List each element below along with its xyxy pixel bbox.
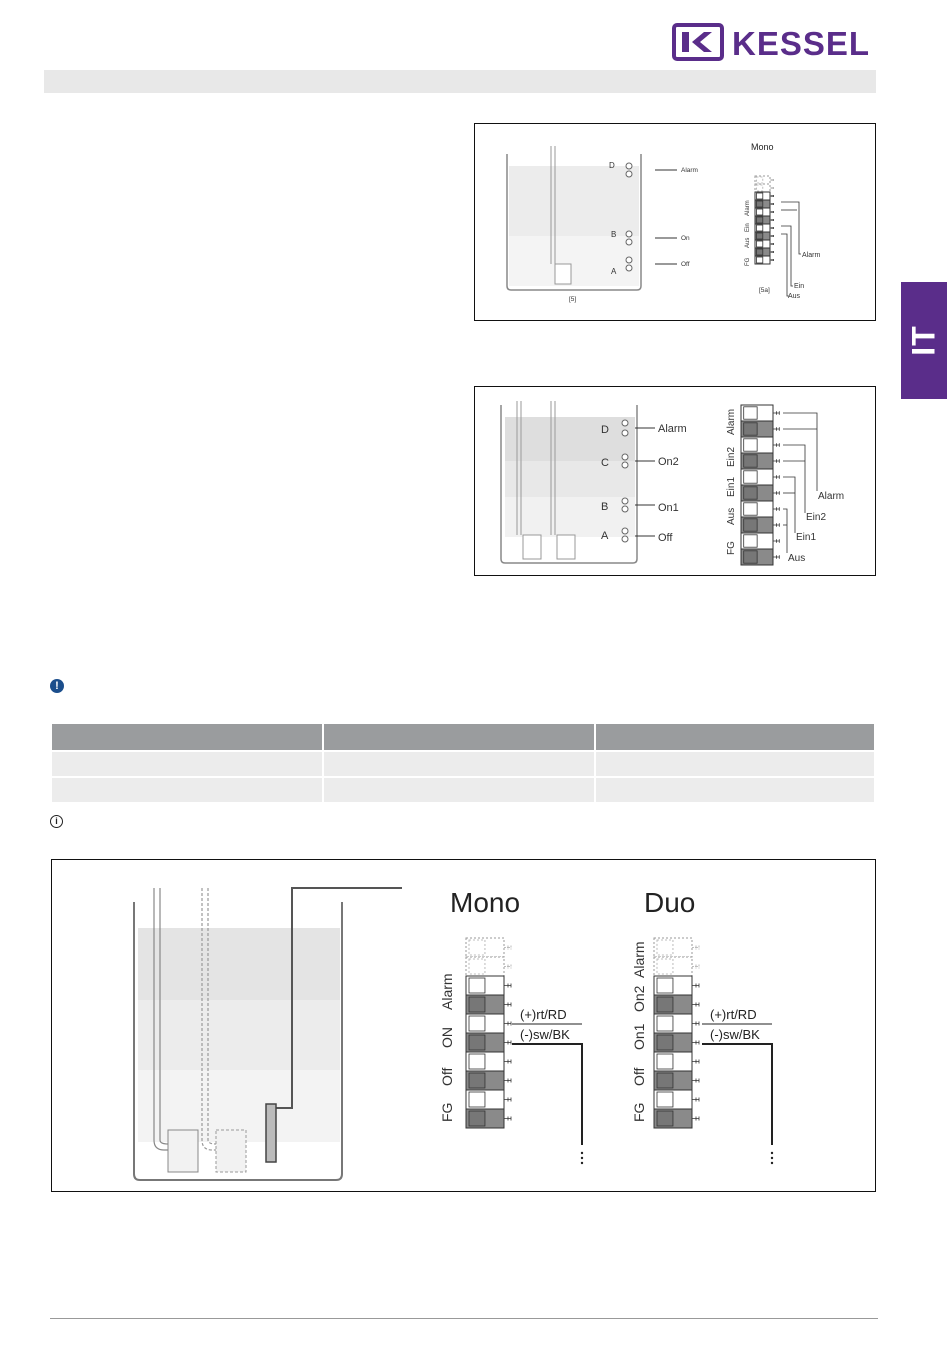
fig6-wire-ein2: Ein2 <box>806 512 827 523</box>
terminal-screw <box>744 423 757 435</box>
fig5-label-off: Off <box>681 261 690 268</box>
terminal-pin <box>770 203 774 205</box>
terminal-pin <box>770 219 774 221</box>
terminal-pin <box>504 1079 511 1083</box>
exclamation-icon: ! <box>50 679 64 693</box>
fig7-duo-term-off: Off <box>631 1067 647 1086</box>
table-header-cell <box>324 724 594 750</box>
table-cell <box>52 750 322 776</box>
kessel-logo <box>672 22 872 62</box>
language-tab-label: IT <box>905 325 942 356</box>
terminal-pin <box>504 1098 511 1102</box>
terminal-screw <box>469 997 485 1012</box>
table-header-cell <box>52 724 322 750</box>
fig6-wire-aus: Aus <box>788 553 806 564</box>
terminal-pin <box>773 411 779 415</box>
fig6-letter-a: A <box>601 530 609 542</box>
fig6-wire-ein1: Ein1 <box>796 532 817 543</box>
terminal-screw <box>657 1016 673 1031</box>
terminal-screw <box>657 978 673 993</box>
terminal-screw <box>657 959 673 974</box>
terminal-screw <box>469 1035 485 1050</box>
fig5-term-aus: Aus <box>745 237 751 248</box>
terminal-pin <box>770 227 774 229</box>
terminal-pin <box>504 946 511 950</box>
fig5-term-ein: Ein <box>745 223 751 232</box>
figure-5 <box>474 123 876 321</box>
terminal-pin <box>770 195 774 197</box>
terminal-pin <box>692 946 699 950</box>
fig6-term-alarm: Alarm <box>726 408 737 435</box>
terminal-pin <box>504 984 511 988</box>
terminal-pin <box>692 1117 699 1121</box>
fig7-mono-term-on: ON <box>439 1027 455 1048</box>
fig6-term-ein1: Ein1 <box>726 476 737 497</box>
terminal-screw <box>744 535 757 547</box>
terminal-screw <box>744 455 757 467</box>
terminal-pin <box>770 251 774 253</box>
terminal-screw <box>744 439 757 451</box>
terminal-pin <box>692 1003 699 1007</box>
terminal-screw <box>469 1016 485 1031</box>
table-header-row <box>52 724 874 750</box>
terminal-pin <box>692 965 699 969</box>
terminal-screw <box>757 225 763 231</box>
table-row <box>52 750 874 776</box>
terminal-pin <box>504 965 511 969</box>
header-band <box>44 70 876 93</box>
fig7-mono-term-fg: FG <box>439 1102 455 1122</box>
fig7-duo-term-fg: FG <box>631 1102 647 1122</box>
fig6-label-on2: On2 <box>658 456 679 468</box>
terminal-pin <box>692 1060 699 1064</box>
fig7-duo-term-alarm: Alarm <box>631 941 647 978</box>
terminal-screw <box>657 1035 673 1050</box>
terminal-pin <box>773 443 779 447</box>
terminal-screw <box>744 503 757 515</box>
fig6-letter-b: B <box>601 501 609 513</box>
table-cell <box>596 750 874 776</box>
terminal-screw <box>757 217 763 223</box>
terminal-screw <box>757 177 763 183</box>
terminal-pin <box>692 1022 699 1026</box>
fig7-duo-wire-plus: (+)rt/RD <box>710 1007 757 1022</box>
fig7-duo-title: Duo <box>644 887 696 918</box>
fig6-term-aus: Aus <box>726 507 737 525</box>
table-cell <box>324 776 594 802</box>
fig7-mono-wire-minus: (-)sw/BK <box>520 1027 570 1042</box>
fig7-duo-term-on2: On2 <box>631 985 647 1012</box>
fig7-mono-wire-plus: (+)rt/RD <box>520 1007 567 1022</box>
fig6-wire-alarm: Alarm <box>818 491 845 502</box>
terminal-pin <box>770 259 774 261</box>
figure-6 <box>474 386 876 576</box>
terminal-pin <box>504 1022 511 1026</box>
terminal-pin <box>692 1098 699 1102</box>
terminal-screw <box>469 940 485 955</box>
fig5-wire-alarm: Alarm <box>802 252 821 259</box>
terminal-pin <box>773 539 779 543</box>
fig7-mono-term-alarm: Alarm <box>439 973 455 1010</box>
terminal-pin <box>773 507 779 511</box>
table-header-cell <box>596 724 874 750</box>
terminal-screw <box>469 1092 485 1107</box>
fig5-title: Mono <box>751 142 774 152</box>
terminal-pin <box>692 1041 699 1045</box>
figure-7 <box>51 859 876 1192</box>
terminal-screw <box>469 1054 485 1069</box>
terminal-screw <box>469 978 485 993</box>
terminal-screw <box>469 959 485 974</box>
table-row <box>52 776 874 802</box>
terminal-pin <box>773 491 779 495</box>
fig5-label-on: On <box>681 235 690 242</box>
terminal-screw <box>657 1111 673 1126</box>
terminal-pin <box>504 1117 511 1121</box>
terminal-pin <box>504 1041 511 1045</box>
footer-divider <box>50 1318 878 1319</box>
terminal-screw <box>757 241 763 247</box>
terminal-screw <box>744 471 757 483</box>
fig5-term-fg: FG <box>745 257 751 266</box>
fig5-label-alarm: Alarm <box>681 167 698 174</box>
terminal-screw <box>657 1092 673 1107</box>
table-cell <box>324 750 594 776</box>
info-icon: i <box>50 815 63 828</box>
terminal-screw <box>657 1073 673 1088</box>
fig7-duo-term-on1: On1 <box>631 1023 647 1050</box>
fig7-mono-title: Mono <box>450 887 521 918</box>
terminal-screw <box>657 940 673 955</box>
fig6-term-ein2: Ein2 <box>726 446 737 467</box>
language-tab[interactable] <box>901 282 947 399</box>
terminal-screw <box>757 249 763 255</box>
terminal-screw <box>757 193 763 199</box>
terminal-pin <box>773 475 779 479</box>
fig6-label-on1: On1 <box>658 502 679 514</box>
terminal-screw <box>469 1111 485 1126</box>
terminal-pin <box>773 523 779 527</box>
fig5-wire-ein: Ein <box>794 283 805 290</box>
fig6-term-fg: FG <box>726 541 737 555</box>
fig5-letter-a: A <box>611 267 617 276</box>
table-cell <box>596 776 874 802</box>
terminal-pin <box>770 179 774 181</box>
terminal-pin <box>770 243 774 245</box>
terminal-pin <box>773 459 779 463</box>
terminal-screw <box>757 233 763 239</box>
terminal-screw <box>469 1073 485 1088</box>
fig7-duo-wire-minus: (-)sw/BK <box>710 1027 760 1042</box>
fig5-caption-right: [5a] <box>759 287 770 294</box>
terminal-screw <box>757 257 763 263</box>
brand-name: KESSEL <box>732 25 871 62</box>
terminal-pin <box>773 555 779 559</box>
terminal-screw <box>744 407 757 419</box>
fig6-label-alarm: Alarm <box>658 423 687 435</box>
spec-table <box>50 724 876 802</box>
fig5-letter-b: B <box>611 230 617 239</box>
fig5-caption: [5] <box>569 296 577 303</box>
terminal-pin <box>770 211 774 213</box>
terminal-pin <box>692 984 699 988</box>
terminal-screw <box>657 1054 673 1069</box>
fig7-mono-term-off: Off <box>439 1067 455 1086</box>
terminal-screw <box>744 551 757 563</box>
terminal-pin <box>773 427 779 431</box>
terminal-screw <box>657 997 673 1012</box>
table-cell <box>52 776 322 802</box>
terminal-screw <box>744 519 757 531</box>
terminal-pin <box>770 187 774 189</box>
fig6-letter-c: C <box>601 457 609 469</box>
terminal-pin <box>692 1079 699 1083</box>
terminal-screw <box>757 185 763 191</box>
fig5-wire-aus: Aus <box>788 293 801 300</box>
terminal-screw <box>744 487 757 499</box>
terminal-pin <box>504 1003 511 1007</box>
terminal-screw <box>757 209 763 215</box>
terminal-pin <box>504 1060 511 1064</box>
terminal-screw <box>757 201 763 207</box>
terminal-pin <box>770 235 774 237</box>
fig6-label-off: Off <box>658 532 673 544</box>
fig5-term-alarm: Alarm <box>745 200 751 216</box>
fig5-letter-d: D <box>609 161 615 170</box>
fig6-letter-d: D <box>601 424 609 436</box>
